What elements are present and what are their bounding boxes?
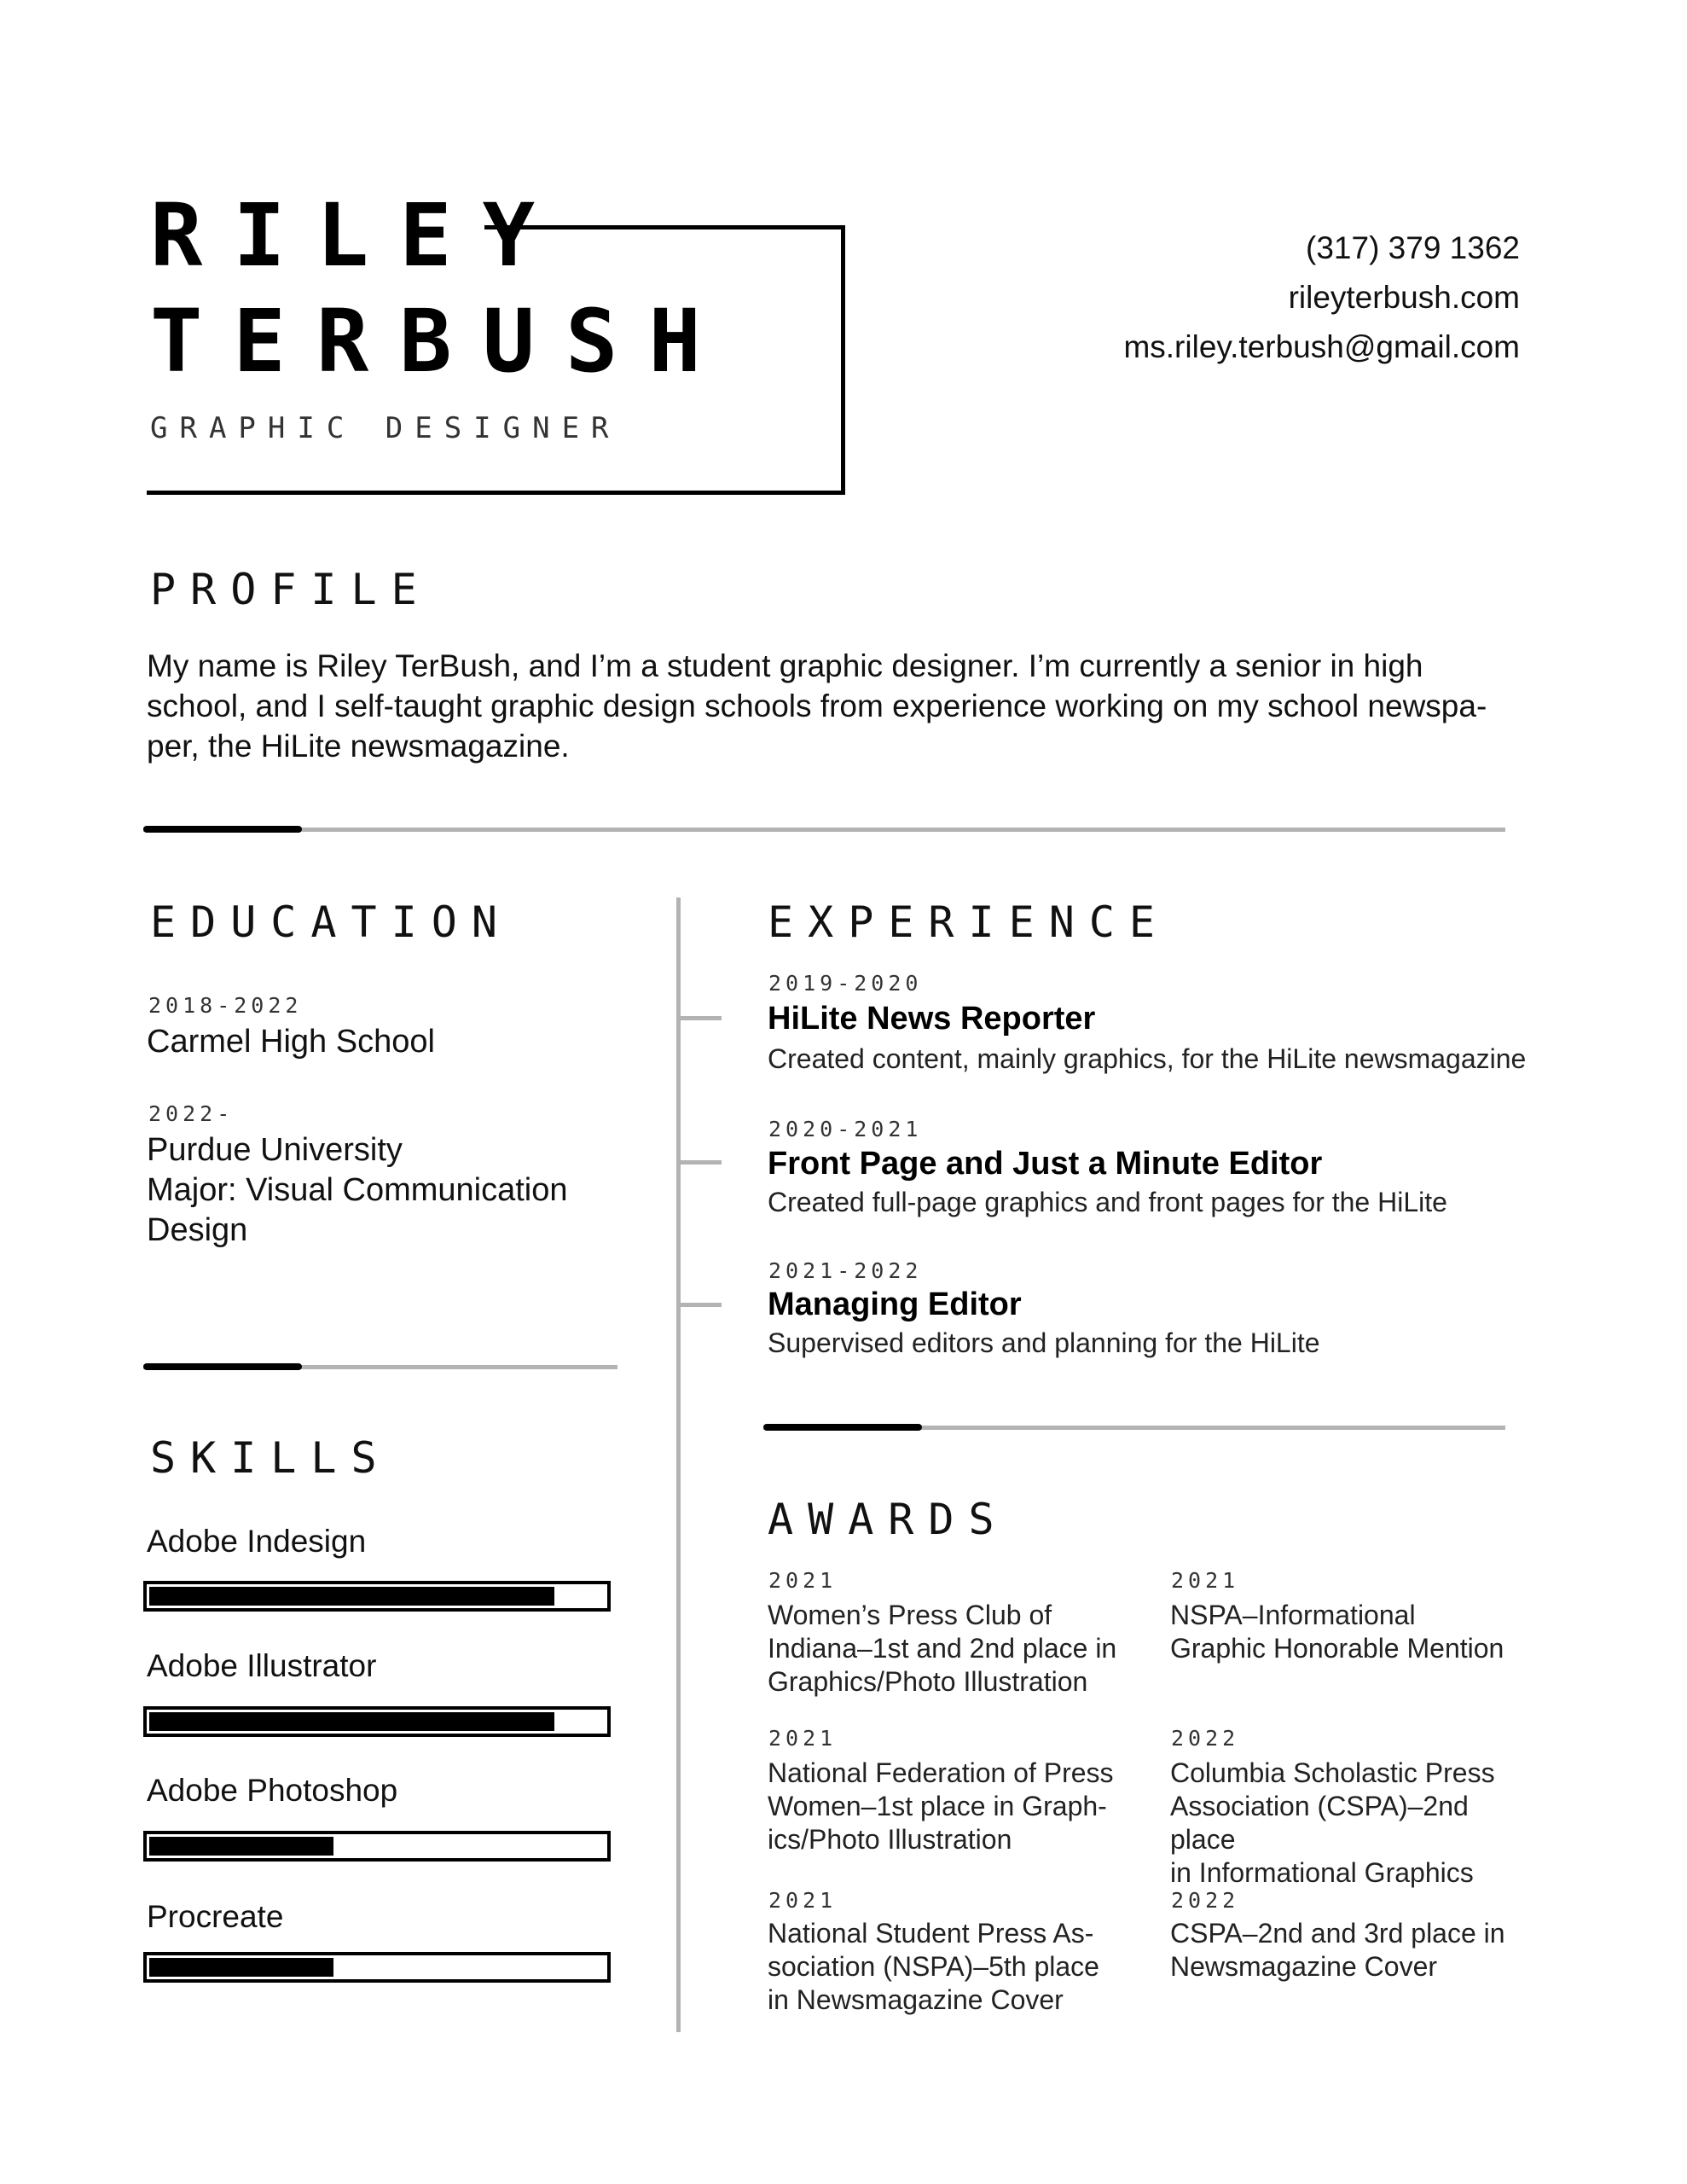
award-date: 2021 <box>768 1568 838 1593</box>
profile-divider-accent <box>143 826 302 833</box>
profile-divider <box>143 828 1505 832</box>
profile-line: per, the HiLite newsmagazine. <box>147 729 570 764</box>
experience-date: 2020-2021 <box>768 1117 923 1141</box>
experience-date: 2019-2020 <box>768 971 923 996</box>
profile-line: My name is Riley TerBush, and I’m a student graphic designer. I’m currently a senior in high <box>147 648 1423 683</box>
skill-label: Adobe Indesign <box>147 1524 367 1559</box>
education-heading: EDUCATION <box>150 897 512 947</box>
skill-bar-photoshop <box>143 1831 611 1862</box>
contact-website[interactable]: rileyterbush.com <box>1288 280 1520 315</box>
skill-fill <box>149 1837 333 1856</box>
name-frame-right <box>841 225 845 495</box>
experience-divider-accent <box>763 1424 922 1431</box>
skill-label: Procreate <box>147 1899 284 1934</box>
award-date: 2022 <box>1171 1726 1240 1751</box>
job-title-heading: GRAPHIC DESIGNER <box>150 411 621 445</box>
award-line: CSPA–2nd and 3rd place in <box>1170 1918 1505 1949</box>
award-text <box>768 1599 1126 1699</box>
experience-date: 2021-2022 <box>768 1258 923 1283</box>
experience-title: Managing Editor <box>768 1287 1022 1322</box>
skill-bar-procreate <box>143 1952 611 1983</box>
award-text <box>1170 1599 1528 1665</box>
skill-label: Adobe Illustrator <box>147 1648 377 1683</box>
award-line: Women’s Press Club of <box>768 1600 1052 1630</box>
award-line: Graphics/Photo Illustration <box>768 1666 1088 1697</box>
award-text <box>768 1917 1126 2017</box>
award-text <box>768 1757 1126 1856</box>
education-line: Design <box>147 1212 248 1248</box>
education-line: Major: Visual Communication <box>147 1172 568 1208</box>
timeline-tick <box>679 1016 722 1020</box>
experience-desc: Supervised editors and planning for the HiLite <box>768 1327 1320 1358</box>
skill-bar-illustrator <box>143 1706 611 1737</box>
education-date: 2022- <box>148 1101 235 1126</box>
award-text <box>1170 1757 1537 1890</box>
profile-text <box>147 646 1545 766</box>
award-line: in Newsmagazine Cover <box>768 1984 1064 2015</box>
award-line: ics/Photo Illustration <box>768 1824 1012 1855</box>
award-date: 2021 <box>768 1888 838 1913</box>
name-frame-bottom <box>147 491 845 495</box>
award-date: 2022 <box>1171 1888 1240 1913</box>
timeline-line <box>676 897 681 2032</box>
experience-title: Front Page and Just a Minute Editor <box>768 1146 1323 1182</box>
experience-desc: Created content, mainly graphics, for the HiLite newsmagazine <box>768 1043 1527 1074</box>
education-school: Carmel High School <box>147 1024 435 1060</box>
education-date: 2018-2022 <box>148 993 303 1018</box>
award-line: Columbia Scholastic Press <box>1170 1757 1495 1788</box>
award-text <box>1170 1917 1528 1984</box>
award-line: Graphic Honorable Mention <box>1170 1633 1504 1664</box>
award-line: Women–1st place in Graph- <box>768 1791 1107 1821</box>
awards-heading: AWARDS <box>768 1495 1009 1544</box>
profile-line: school, and I self-taught graphic design schools from experience working on my school newspa- <box>147 688 1487 723</box>
profile-heading: PROFILE <box>150 565 432 614</box>
experience-heading: EXPERIENCE <box>768 897 1170 947</box>
skill-fill <box>149 1712 554 1731</box>
contact-email[interactable]: ms.riley.terbush@gmail.com <box>1123 329 1520 364</box>
skill-fill <box>149 1958 333 1977</box>
contact-block <box>1123 224 1520 372</box>
award-line: Indiana–1st and 2nd place in <box>768 1633 1117 1664</box>
experience-title: HiLite News Reporter <box>768 1001 1096 1037</box>
education-divider-accent <box>143 1363 302 1370</box>
contact-phone: (317) 379 1362 <box>1306 230 1520 265</box>
first-name: RILEY <box>150 185 566 287</box>
skills-heading: SKILLS <box>150 1433 391 1483</box>
timeline-tick <box>679 1303 722 1307</box>
skill-bar-indesign <box>143 1581 611 1612</box>
timeline-tick <box>679 1160 722 1165</box>
skill-fill <box>149 1587 554 1606</box>
award-line: Newsmagazine Cover <box>1170 1951 1438 1982</box>
last-name: TERBUSH <box>150 291 732 392</box>
education-school-details <box>147 1130 568 1251</box>
award-line: sociation (NSPA)–5th place <box>768 1951 1099 1982</box>
skill-label: Adobe Photoshop <box>147 1773 398 1808</box>
award-line: in Informational Graphics <box>1170 1857 1474 1888</box>
award-line: NSPA–Informational <box>1170 1600 1416 1630</box>
experience-desc: Created full-page graphics and front pages for the HiLite <box>768 1187 1447 1217</box>
award-date: 2021 <box>768 1726 838 1751</box>
award-line: National Student Press As- <box>768 1918 1094 1949</box>
education-line: Purdue University <box>147 1132 403 1168</box>
award-line: National Federation of Press <box>768 1757 1114 1788</box>
award-line: Association (CSPA)–2nd place <box>1170 1791 1469 1855</box>
award-date: 2021 <box>1171 1568 1240 1593</box>
